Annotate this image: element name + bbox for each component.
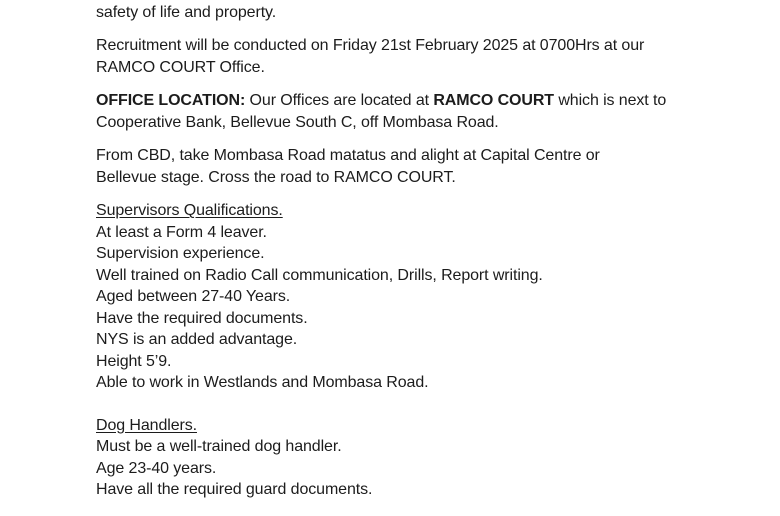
list-item: Age 23-40 years. xyxy=(96,459,217,477)
list-item: Must be a well-trained dog handler. xyxy=(96,438,342,455)
recruitment-paragraph xyxy=(96,35,740,78)
office-location-line-2: Cooperative Bank, Bellevue South C, off Mombasa Road. xyxy=(96,113,499,131)
list-item: Supervision experience. xyxy=(96,245,265,262)
list-item: Have all the required guard documents. xyxy=(96,481,373,498)
list-item: At least a Form 4 leaver. xyxy=(96,223,267,241)
document-content xyxy=(96,0,740,513)
list-item: Height 5’9. xyxy=(96,352,172,370)
office-location-line-1 xyxy=(96,90,740,112)
list-item: Well trained on Radio Call communication, Drills, Report writing. xyxy=(96,266,543,284)
list-item: Aged between 27-40 Years. xyxy=(96,288,291,305)
directions-line-2: Bellevue stage. Cross the road to RAMCO COURT. xyxy=(96,168,456,186)
dog-handlers-section xyxy=(96,415,740,501)
office-location-label: OFFICE LOCATION: xyxy=(96,92,246,109)
intro-line-end: safety of life and property. xyxy=(96,3,277,21)
dog-handlers-heading: Dog Handlers. xyxy=(96,416,197,434)
office-location-place: RAMCO COURT xyxy=(433,92,554,109)
directions-line-1: From CBD, take Mombasa Road matatus and alight at Capital Centre or xyxy=(96,147,600,164)
supervisors-heading: Supervisors Qualifications. xyxy=(96,202,283,219)
list-item: NYS is an added advantage. xyxy=(96,331,298,348)
office-location-paragraph xyxy=(96,90,740,133)
supervisors-section xyxy=(96,200,740,394)
recruitment-line-1: Recruitment will be conducted on Friday 21st February 2025 at 0700Hrs at our xyxy=(96,37,645,54)
office-location-text-1: Our Offices are located at xyxy=(245,92,434,109)
section-spacer xyxy=(96,394,740,415)
intro-paragraph xyxy=(96,0,740,23)
office-location-text-2: which is next to xyxy=(553,92,667,109)
list-item: Able to work in Westlands and Mombasa Road. xyxy=(96,374,429,391)
directions-paragraph xyxy=(96,145,740,188)
recruitment-line-2: RAMCO COURT Office. xyxy=(96,58,265,76)
list-item: Have the required documents. xyxy=(96,309,308,327)
